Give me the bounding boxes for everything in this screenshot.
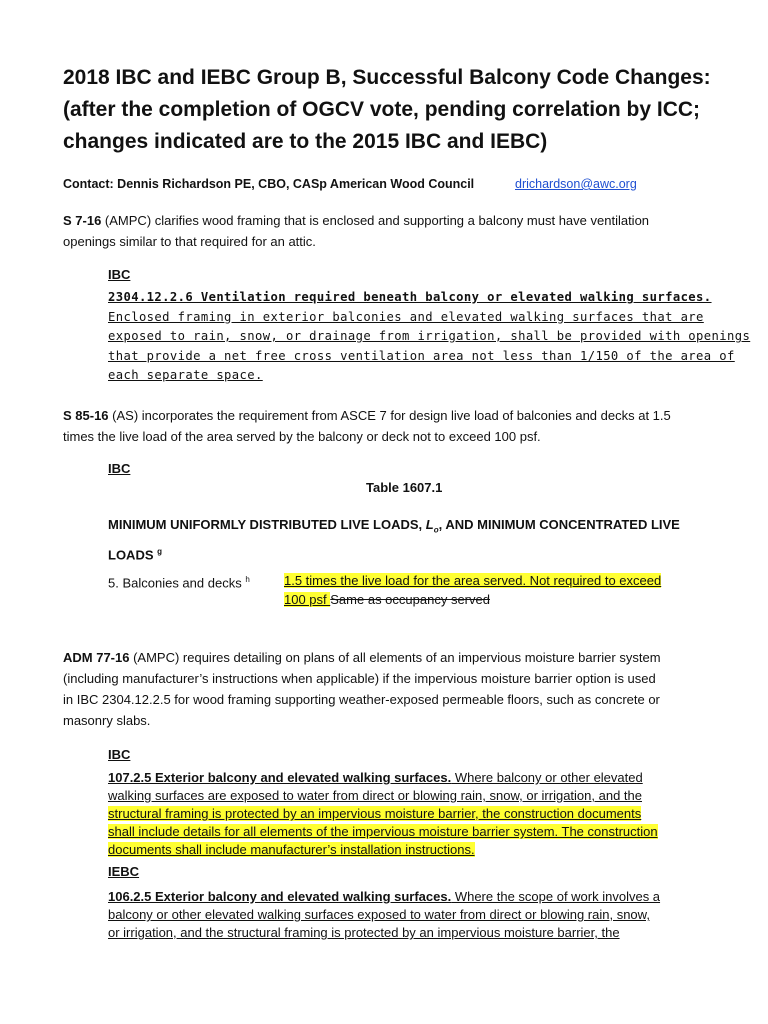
s7-body-line-3: that provide a net free cross ventilation area not less than 1/150 of the area of [108, 348, 735, 363]
table-heading-sub: o [433, 525, 439, 535]
s7-code-text [108, 288, 751, 386]
table-heading-line-2: LOADS [108, 546, 154, 562]
s7-description [63, 210, 743, 252]
s85-code: S 85-16 [63, 408, 109, 423]
table-heading [108, 514, 708, 565]
adm-iebc-first: Where the scope of work involves a [451, 889, 661, 904]
table-row-value [284, 571, 704, 609]
adm-ibc-label: IBC [108, 747, 131, 762]
s7-body-line-1: Enclosed framing in exterior balconies and elevated walking surfaces that are [108, 309, 704, 324]
adm-iebc-heading: 106.2.5 Exterior balcony and elevated walking surfaces. [108, 889, 452, 904]
adm-ibc-hl-line-1: structural framing is protected by an impervious moisture barrier, the construction documents [108, 806, 642, 821]
contact-text: Contact: Dennis Richardson PE, CBO, CASp American Wood Council [63, 177, 475, 191]
adm-ibc-line-2: walking surfaces are exposed to water from direct or blowing rain, snow, or irrigation, and the [108, 788, 642, 803]
s7-line2: openings similar to that required for an attic. [63, 234, 316, 249]
s85-ibc-label: IBC [108, 461, 131, 476]
adm-description [63, 647, 743, 731]
document-title [63, 62, 753, 158]
adm-iebc-label: IEBC [108, 864, 140, 879]
adm-ibc-first: Where balcony or other elevated [451, 770, 643, 785]
title-line-1: 2018 IBC and IEBC Group B, Successful Balcony Code Changes: [63, 66, 711, 89]
s7-ibc-label: IBC [108, 267, 131, 282]
s7-section-heading: 2304.12.2.6 Ventilation required beneath balcony or elevated walking surfaces. [108, 290, 712, 304]
adm-iebc-line-2: balcony or other elevated walking surfaces exposed to water from direct or blowing rain, snow, [108, 907, 650, 922]
s7-body-line-2: exposed to rain, snow, or drainage from irrigation, shall be provided with openings [108, 329, 751, 343]
adm-iebc-line-3: or irrigation, and the structural framing is protected by an impervious moisture barrier, the [108, 925, 620, 940]
title-line-2: (after the completion of OGCV vote, pending correlation by ICC; [63, 98, 701, 121]
row-value-struck: Same as occupancy served [330, 592, 490, 607]
s85-line2: times the live load of the area served by the balcony or deck not to exceed 100 psf. [63, 429, 541, 444]
contact-line [63, 177, 753, 191]
table-heading-part-2: , AND MINIMUM CONCENTRATED LIVE [438, 517, 680, 532]
adm-line2: (including manufacturer’s instructions when applicable) if the impervious moisture barrier option is used [63, 671, 656, 686]
adm-ibc-hl-line-3: documents shall include manufacturer’s installation instructions. [108, 842, 475, 857]
table-heading-part-1: MINIMUM UNIFORMLY DISTRIBUTED LIVE LOADS, [108, 517, 426, 532]
adm-iebc-text [108, 888, 708, 942]
adm-ibc-text [108, 769, 708, 859]
title-line-3: changes indicated are to the 2015 IBC and IEBC) [63, 130, 548, 153]
row-label-text: 5. Balconies and decks [108, 575, 242, 591]
adm-ibc-hl-line-2: shall include details for all elements of the impervious moisture barrier system. The construction [108, 824, 658, 839]
table-title: Table 1607.1 [366, 480, 443, 495]
s7-line1: (AMPC) clarifies wood framing that is enclosed and supporting a balcony must have ventilation [101, 213, 650, 228]
adm-line3: in IBC 2304.12.2.5 for wood framing supporting weather-exposed permeable floors, such as concrete or [63, 692, 660, 707]
row-value-line-2: 100 psf [284, 592, 331, 607]
adm-line1: (AMPC) requires detailing on plans of all elements of an impervious moisture barrier system [129, 650, 661, 665]
table-heading-sup: g [157, 546, 163, 556]
table-heading-l: L [425, 517, 434, 532]
s85-description [63, 405, 743, 447]
adm-ibc-heading: 107.2.5 Exterior balcony and elevated walking surfaces. [108, 770, 452, 785]
contact-email-link[interactable]: drichardson@awc.org [515, 177, 637, 191]
row-value-line-1: 1.5 times the live load for the area served. Not required to exceed [284, 573, 662, 588]
s7-code: S 7-16 [63, 213, 102, 228]
adm-code: ADM 77-16 [63, 650, 130, 665]
row-label-sup: h [245, 575, 250, 584]
s7-body-line-4: each separate space. [108, 368, 263, 382]
s85-line1: (AS) incorporates the requirement from ASCE 7 for design live load of balconies and decks at 1.5 [108, 408, 671, 423]
adm-line4: masonry slabs. [63, 713, 151, 728]
